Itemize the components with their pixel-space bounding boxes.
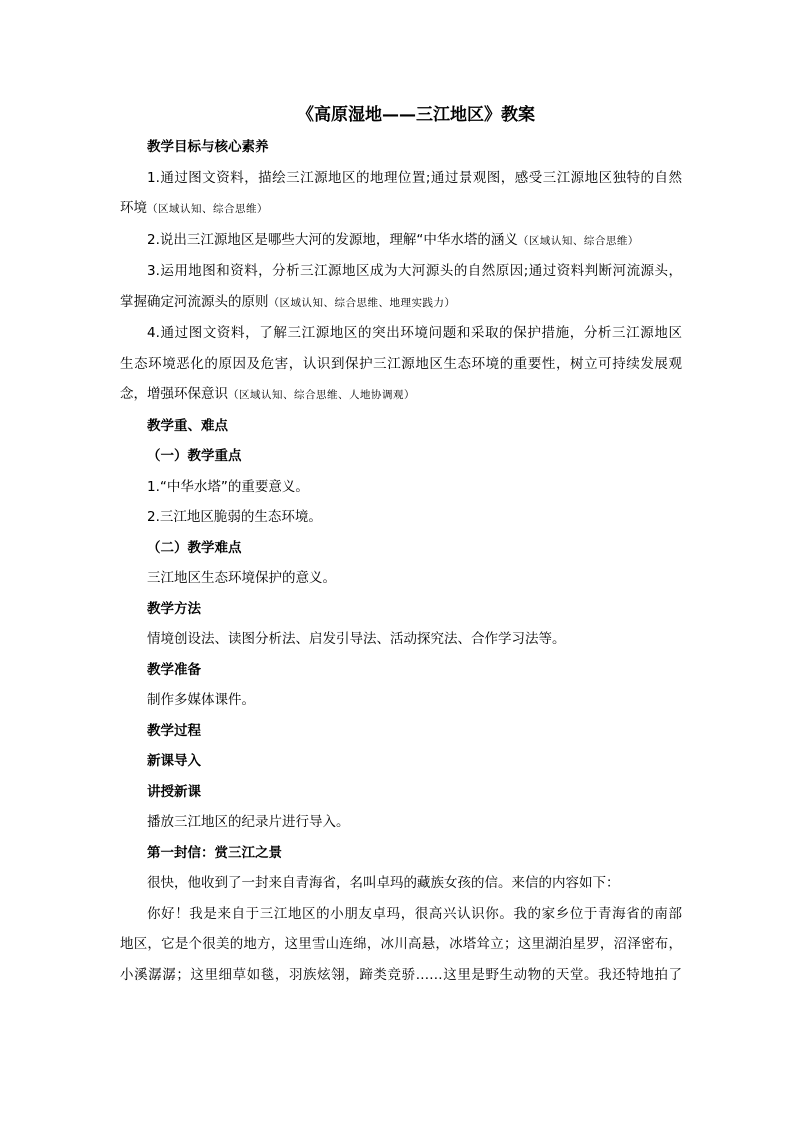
letter-line-3 (120, 960, 682, 991)
heading-preparation: 教学准备 (147, 661, 201, 678)
goal-1-text-2: 环境 (120, 200, 147, 216)
goal-3-text-1: 3.运用地图和资料，分析三江源地区成为大河源头的自然原因;通过资料判断河流源头， (147, 263, 682, 279)
goal-4-line-3 (120, 379, 682, 411)
heading-teach: 讲授新课 (147, 783, 201, 800)
goal-3-line-2 (120, 287, 682, 319)
goal-2-text: 2.说出三江源地区是哪些大河的发源地，理解“中华水塔的涵义 (147, 231, 518, 248)
goal-1-line-1 (120, 163, 682, 194)
goal-4-line-2 (120, 349, 682, 380)
difficulty-1: 三江地区生态环境保护的意义。 (147, 570, 336, 586)
letter-text-1: 你好！我是来自于三江地区的小朋友卓玛，很高兴认识你。我的家乡位于青海省的南部 (147, 905, 682, 922)
letter-intro: 很快，他收到了一封来自青海省，名叫卓玛的藏族女孩的信。来信的内容如下： (147, 875, 620, 891)
document-title: 《高原湿地——三江地区》教案 (297, 105, 535, 125)
heading-letter: 第一封信：赏三江之景 (147, 844, 282, 861)
goal-2-line (120, 225, 682, 257)
heading-process: 教学过程 (147, 722, 201, 739)
goal-2-note: （区域认知、综合思维） (517, 234, 639, 247)
letter-line-1 (120, 899, 682, 930)
intro-text: 播放三江地区的纪录片进行导入。 (147, 814, 350, 830)
goal-3-note: （区域认知、综合思维、地理实践力） (268, 296, 456, 309)
goal-3-line-1 (120, 256, 682, 287)
goal-4-line-1 (120, 318, 682, 349)
key-point-2: 2.三江地区脆弱的生态环境。 (147, 509, 322, 525)
preparation-text: 制作多媒体课件。 (147, 692, 255, 708)
document-body (120, 100, 682, 990)
letter-text-3: 小溪潺潺；这里细草如毯，羽族炫翎，蹄类竞骄……这里是野生动物的天堂。我还特地拍了 (120, 966, 682, 983)
goal-4-text-2: 生态环境恶化的原因及危害，认识到保护三江源地区生态环境的重要性，树立可持续发展观 (120, 355, 682, 372)
goal-1-text-1: 1.通过图文资料，描绘三江源地区的地理位置;通过景观图，感受三江源地区独特的自然 (147, 169, 682, 186)
heading-method: 教学方法 (147, 600, 201, 617)
goal-4-text-1: 4.通过图文资料，了解三江源地区的突出环境问题和采取的保护措施，分析三江源地区 (147, 325, 682, 341)
heading-goals: 教学目标与核心素养 (147, 139, 269, 155)
heading-key-points: 教学重、难点 (147, 417, 228, 434)
goal-4-note: （区域认知、综合思维、人地协调观） (228, 389, 415, 401)
letter-line-2 (120, 929, 682, 960)
heading-intro: 新课导入 (147, 753, 201, 769)
key-point-1: 1.“中华水塔”的重要意义。 (147, 478, 309, 495)
goal-3-text-2: 掌握确定河流源头的原则 (120, 293, 269, 310)
method-text: 情境创设法、读图分析法、启发引导法、活动探究法、合作学习法等。 (147, 631, 566, 647)
goal-1-line-2 (120, 193, 682, 225)
goal-1-note: （区域认知、综合思维） (147, 203, 268, 215)
letter-text-2: 地区，它是个很美的地方，这里雪山连绵，冰川高悬，冰塔耸立；这里湖泊星罗，沼泽密布， (120, 936, 682, 952)
heading-key-points-1: （一）教学重点 (147, 448, 242, 464)
heading-key-points-2: （二）教学难点 (147, 539, 242, 556)
goal-4-text-3: 念，增强环保意识 (120, 386, 228, 402)
